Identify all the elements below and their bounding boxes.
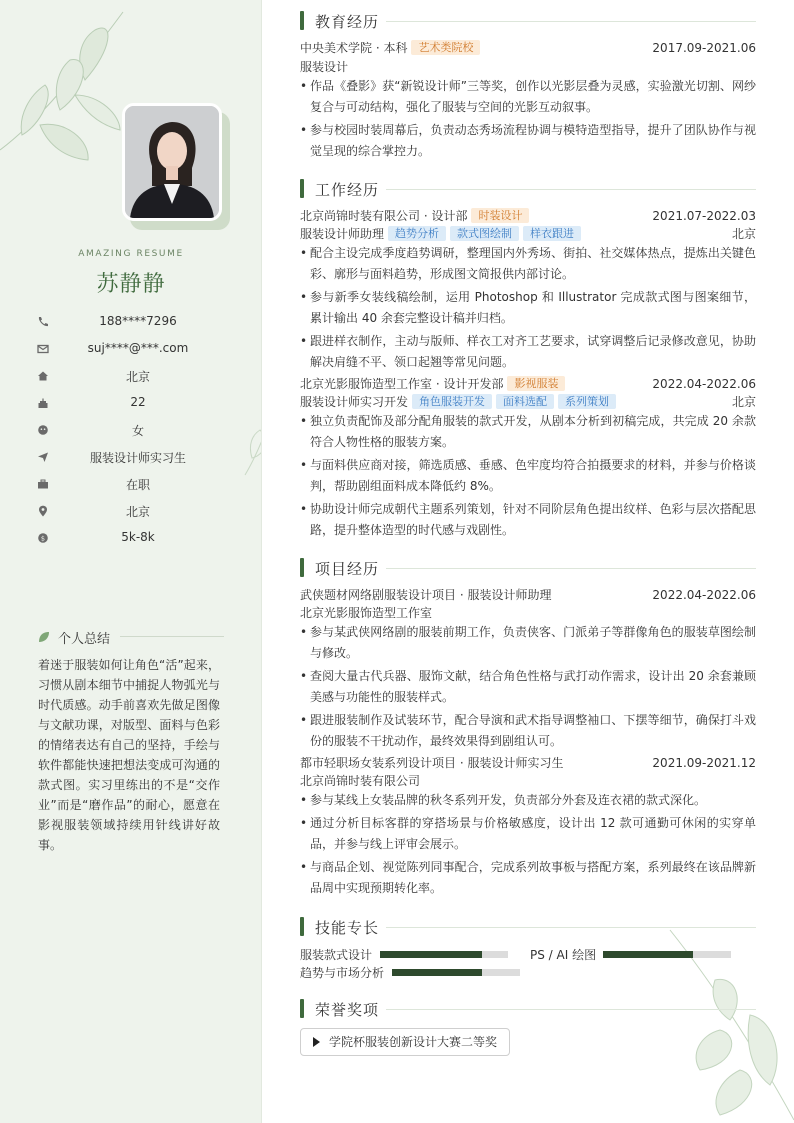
list-item: • 查阅大量古代兵器、服饰文献，结合角色性格与武打动作需求，设计出 20 余套兼顾美感与功能性的服装样式。 (300, 666, 756, 708)
contact-info-list (36, 312, 226, 555)
school-name: 中央美术学院 · 本科 (300, 41, 408, 55)
list-item: • 参与某线上女装品牌的秋冬系列开发，负责部分外套及连衣裙的款式深化。 (300, 790, 756, 811)
skill-bar-fill (603, 951, 693, 958)
resume-tagline: AMAZING RESUME (78, 249, 184, 259)
skill-bar-fill (392, 969, 482, 976)
info-gender: 女 (36, 420, 226, 447)
list-item: • 跟进服装制作及试装环节，配合导演和武术指导调整袖口、下摆等细节，确保打斗戏份的服装不干扰动作，最终效果得到剧组认可。 (300, 710, 756, 752)
list-item: • 独立负责配饰及部分配角服装的款式开发，从剧本分析到初稿完成，共完成 20 余款符合人物性格的服装方案。 (300, 411, 756, 453)
award-text: 学院杯服装创新设计大赛二等奖 (329, 1035, 498, 1049)
project-date: 2021.09-2021.12 (652, 756, 756, 770)
phone-icon (36, 315, 50, 329)
email-icon (36, 342, 50, 356)
skill-bar (380, 951, 508, 958)
job-date: 2021.07-2022.03 (652, 209, 756, 223)
skill-bar (603, 951, 731, 958)
job-role-row (300, 226, 756, 243)
sidebar (0, 0, 262, 1123)
svg-text:$: $ (40, 534, 46, 543)
job-tag: 影视服装 (507, 376, 565, 391)
job-tag: 时装设计 (471, 208, 529, 223)
info-phone: 188****7296 (36, 312, 226, 339)
project-date: 2022.04-2022.06 (652, 588, 756, 602)
cake-icon (36, 396, 50, 410)
skill-item (530, 946, 740, 962)
skill-bar-fill (380, 951, 482, 958)
skill-label: PS / AI 绘图 (530, 948, 597, 962)
list-item: • 参与校园时装周幕后，负责动态秀场流程协调与模特造型指导，提升了团队协作与视觉呈现的综合掌控力。 (300, 120, 756, 162)
info-position: 服装设计师实习生 (36, 447, 226, 474)
job-role: 服装设计师实习开发 (300, 395, 409, 409)
skill-tag: 趋势分析 (388, 226, 446, 241)
info-salary: $ 5k-8k (36, 528, 226, 555)
list-item: • 与商品企划、视觉陈列同事配合，完成系列故事板与搭配方案，系列最终在该品牌新品周中实现预期转化率。 (300, 857, 756, 899)
summary-header (38, 627, 224, 647)
skill-item (300, 964, 530, 980)
list-item: • 参与某武侠网络剧的服装前期工作，负责侠客、门派弟子等群像角色的服装草图绘制与修改。 (300, 622, 756, 664)
job-header-row (300, 376, 756, 393)
company-name: 北京尚锦时装有限公司 · 设计部 (300, 209, 468, 223)
plane-icon (36, 450, 50, 464)
job-date: 2022.04-2022.06 (652, 377, 756, 391)
skill-tag: 面料选配 (496, 394, 554, 409)
info-email: suj****@***.com (36, 339, 226, 366)
project-org: 北京尚锦时装有限公司 (300, 774, 421, 788)
list-item: • 与面料供应商对接，筛选质感、垂感、色牢度均符合拍摄要求的材料，并参与价格谈判，帮助剧组面料成本降低约 8%。 (300, 455, 756, 497)
list-item: • 参与新季女装线稿绘制，运用 Photoshop 和 Illustrator 完成款式图与图案细节，累计输出 40 余套完整设计稿并归档。 (300, 287, 756, 329)
project-header-row (300, 587, 756, 604)
list-item: • 配合主设完成季度趋势调研，整理国内外秀场、街拍、社交媒体热点，提炼出关键色彩、廓形与面料趋势，形成图文简报供内部讨论。 (300, 243, 756, 285)
project-name: 都市轻职场女装系列设计项目 · 服装设计师实习生 (300, 756, 564, 770)
list-item: • 协助设计师完成朝代主题系列策划，针对不同阶层角色提出纹样、色彩与层次搭配思路，提升整体造型的时代感与戏剧性。 (300, 499, 756, 541)
work-section-header (300, 178, 756, 200)
job-city: 北京 (731, 227, 756, 241)
education-bullets (300, 76, 756, 164)
info-location: 北京 (36, 501, 226, 528)
project-bullets (300, 622, 756, 754)
salary-icon (36, 531, 50, 545)
skill-item (300, 946, 510, 962)
school-tag: 艺术类院校 (411, 40, 480, 55)
avatar (125, 106, 219, 218)
summary-title: 个人总结 (58, 632, 111, 647)
list-item: • 跟进样衣制作，主动与版师、样衣工对齐工艺要求，试穿调整后记录修改意见，协助解决肩缝不平、领口起翘等常见问题。 (300, 331, 756, 373)
job-role-row (300, 394, 756, 411)
section-title: 技能专长 (315, 919, 380, 937)
section-title: 工作经历 (315, 181, 380, 199)
project-name: 武侠题材网络剧服装设计项目 · 服装设计师助理 (300, 588, 552, 602)
skill-bar (392, 969, 520, 976)
info-city: 北京 (36, 366, 226, 393)
info-status: 在职 (36, 474, 226, 501)
skill-tag: 款式图绘制 (450, 226, 519, 241)
skill-tag: 角色服装开发 (412, 394, 492, 409)
project-header-row (300, 755, 756, 772)
education-header-row (300, 40, 756, 57)
job-city: 北京 (731, 395, 756, 409)
summary-text: 着迷于服装如何让角色“活”起来，习惯从剧本细节中捕捉人物弧光与时代质感。动手前喜欢先做足图像与文献功课，对版型、面料与色彩的情绪表达有自己的坚持，手绘与软件都能快速把想法变成可沟通的款式图。实习里练出的不是“交作业”而是“磨作品”的耐心，愿意在影视服装领域持续用针线讲好故事。 (38, 658, 220, 852)
job-bullets (300, 411, 756, 543)
section-title: 荣誉奖项 (315, 1001, 380, 1019)
job-bullets (300, 243, 756, 375)
list-item: • 通过分析目标客群的穿搭场景与价格敏感度，设计出 12 款可通勤可休闲的实穿单品，并参与线上评审会展示。 (300, 813, 756, 855)
awards-section-header (300, 998, 756, 1020)
leaf-icon (38, 631, 50, 643)
skill-label: 趋势与市场分析 (300, 966, 385, 980)
section-title: 教育经历 (315, 13, 380, 31)
award-badge (300, 1028, 510, 1056)
job-role: 服装设计师助理 (300, 227, 385, 241)
section-title: 项目经历 (315, 560, 380, 578)
play-icon (313, 1037, 320, 1047)
project-bullets (300, 790, 756, 901)
home-icon (36, 369, 50, 383)
education-section-header (300, 10, 756, 32)
list-item: • 作品《叠影》获“新锐设计师”三等奖，创作以光影层叠为灵感，实验激光切割、网纱复合与可动结构，强化了服装与空间的光影互动叙事。 (300, 76, 756, 118)
profile-photo (122, 103, 222, 221)
skill-tag: 系列策划 (558, 394, 616, 409)
location-icon (36, 504, 50, 518)
company-name: 北京光影服饰造型工作室 · 设计开发部 (300, 377, 504, 391)
branch-decoration-icon (240, 370, 262, 480)
education-date: 2017.09-2021.06 (652, 41, 756, 55)
education-major: 服装设计 (300, 60, 349, 74)
gender-icon (36, 423, 50, 437)
info-age: 22 (36, 393, 226, 420)
skills-section-header (300, 916, 756, 938)
job-header-row (300, 208, 756, 225)
briefcase-icon (36, 477, 50, 491)
skill-tag: 样衣跟进 (523, 226, 581, 241)
projects-section-header (300, 557, 756, 579)
project-org: 北京光影服饰造型工作室 (300, 606, 433, 620)
skill-label: 服装款式设计 (300, 948, 373, 962)
candidate-name: 苏静静 (96, 272, 166, 297)
